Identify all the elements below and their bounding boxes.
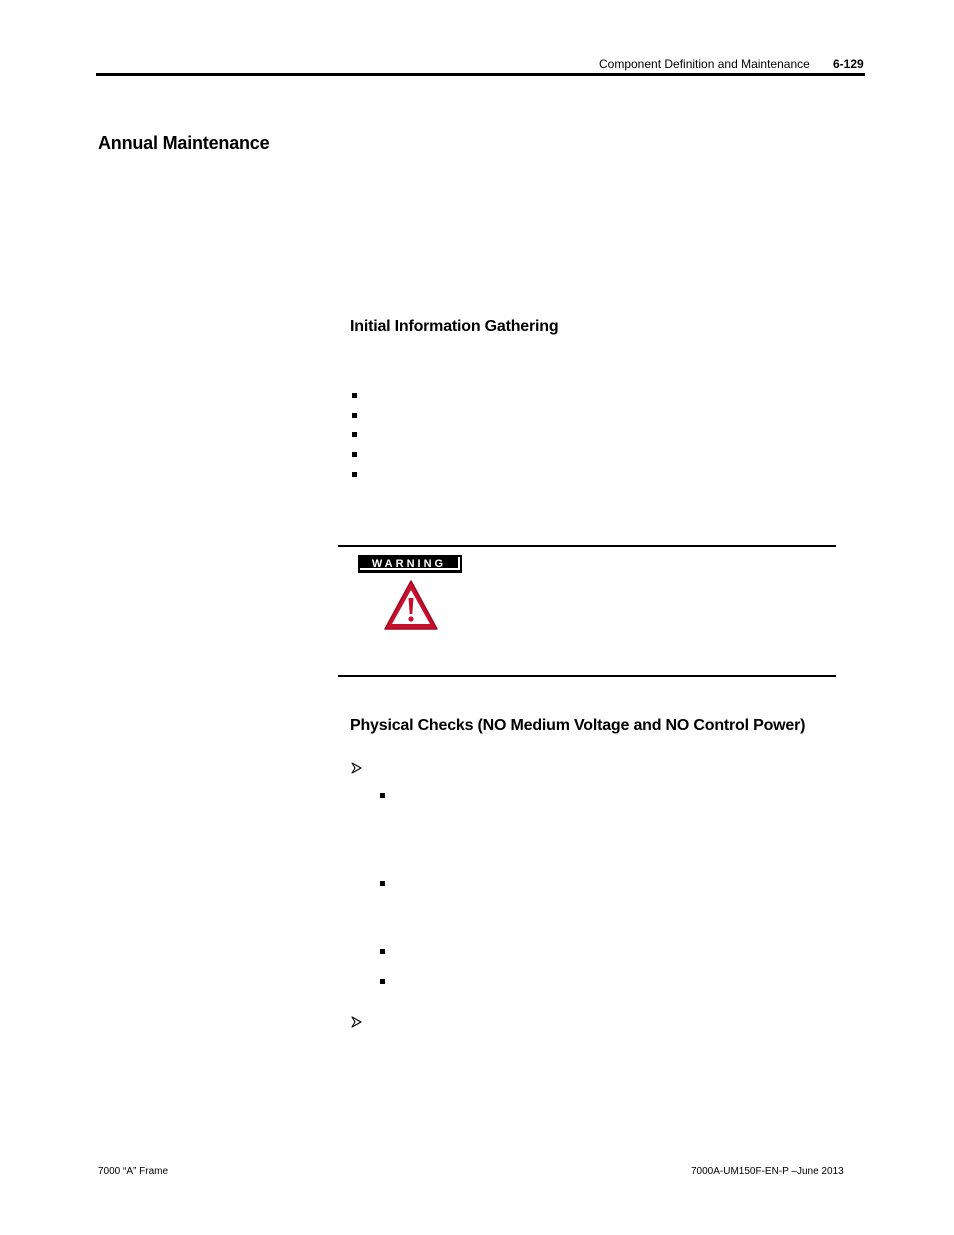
footer-right: 7000A-UM150F-EN-P –June 2013 — [691, 1166, 844, 1177]
heading-annual-maintenance: Annual Maintenance — [98, 133, 270, 153]
warning-label: WARNING — [360, 557, 460, 570]
warning-triangle-icon — [382, 578, 440, 632]
heading-initial-information: Initial Information Gathering — [350, 318, 559, 335]
bullet-square-icon — [352, 472, 357, 477]
bullet-square-icon — [352, 432, 357, 437]
bullet-square-icon — [352, 393, 357, 398]
arrowhead-bullet-icon — [351, 762, 362, 774]
warning-top-rule — [338, 545, 836, 547]
bullet-square-icon — [380, 881, 385, 886]
footer-left: 7000 “A” Frame — [98, 1166, 169, 1177]
heading-physical-checks: Physical Checks (NO Medium Voltage and NO Control Power) — [350, 717, 806, 734]
bullet-square-icon — [352, 452, 357, 457]
header-page-number: 6-129 — [833, 57, 864, 71]
warning-badge — [358, 555, 462, 573]
bullet-square-icon — [352, 413, 357, 418]
bullet-square-icon — [380, 979, 385, 984]
bullet-square-icon — [380, 793, 385, 798]
header-rule — [96, 73, 865, 76]
header-section-title: Component Definition and Maintenance — [599, 57, 810, 71]
arrowhead-bullet-icon — [351, 1016, 362, 1028]
bullet-square-icon — [380, 949, 385, 954]
warning-bottom-rule — [338, 675, 836, 677]
